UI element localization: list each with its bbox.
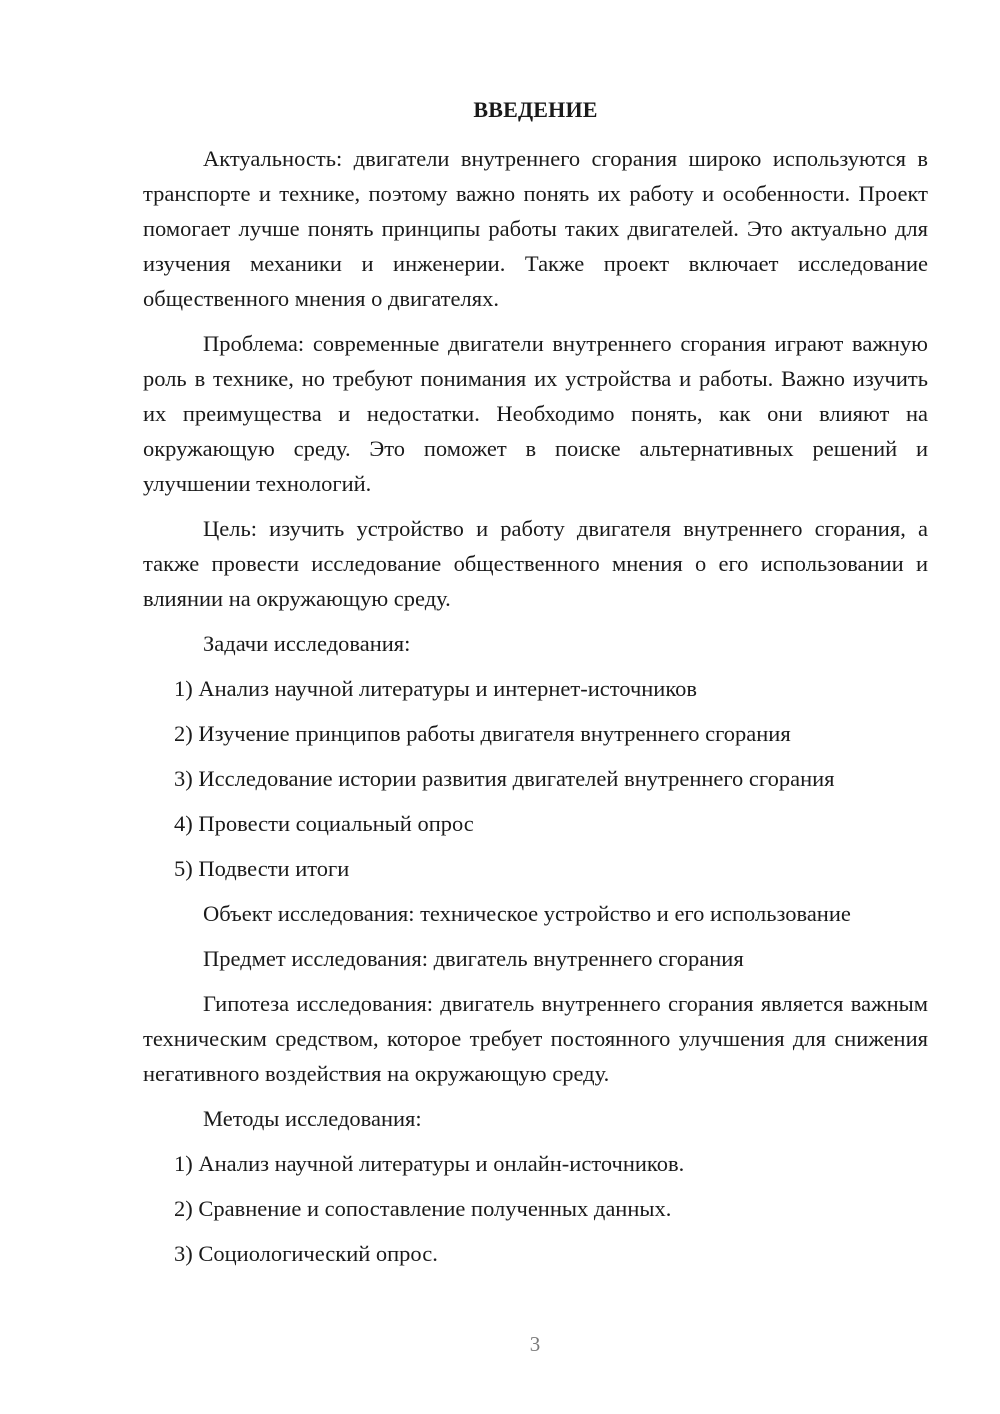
list-item: 2) Изучение принципов работы двигателя внутреннего сгорания bbox=[174, 721, 791, 746]
page-title: ВВЕДЕНИЕ bbox=[473, 97, 598, 122]
problem-paragraph: Проблема: современные двигатели внутреннего сгорания играют важную роль в технике, но требуют понимания их устройства и работы. Важно изучить их преимущества и недостатки. Необходимо понять, как они влияют на окружающую среду. Это поможет в поиске альтернативных решений и улучшении технологий. bbox=[143, 331, 928, 496]
relevance-paragraph: Актуальность: двигатели внутреннего сгорания широко используются в транспорте и технике, поэтому важно понять их работу и особенности. Проект помогает лучше понять принципы работы таких двигателей. Это актуально для изучения механики и инженерии. Также проект включает исследование общественного мнения о двигателях. bbox=[143, 146, 928, 311]
list-item: 3) Социологический опрос. bbox=[174, 1241, 438, 1266]
subject-line: Предмет исследования: двигатель внутреннего сгорания bbox=[203, 946, 744, 971]
list-item: 3) Исследование истории развития двигателей внутреннего сгорания bbox=[174, 766, 835, 791]
tasks-heading: Задачи исследования: bbox=[203, 631, 411, 656]
methods-heading: Методы исследования: bbox=[203, 1106, 422, 1131]
page-number: 3 bbox=[529, 1332, 541, 1356]
list-item: 2) Сравнение и сопоставление полученных данных. bbox=[174, 1196, 672, 1221]
object-line: Объект исследования: техническое устройство и его использование bbox=[203, 901, 851, 926]
tasks-list bbox=[143, 671, 928, 886]
methods-list bbox=[143, 1146, 928, 1271]
hypothesis-paragraph: Гипотеза исследования: двигатель внутреннего сгорания является важным техническим средством, которое требует постоянного улучшения для снижения негативного воздействия на окружающую среду. bbox=[143, 991, 928, 1086]
document-page bbox=[143, 92, 928, 1281]
list-item: 4) Провести социальный опрос bbox=[174, 811, 474, 836]
list-item: 5) Подвести итоги bbox=[174, 856, 350, 881]
list-item: 1) Анализ научной литературы и онлайн-источников. bbox=[174, 1151, 685, 1176]
list-item: 1) Анализ научной литературы и интернет-источников bbox=[174, 676, 698, 701]
goal-paragraph: Цель: изучить устройство и работу двигателя внутреннего сгорания, а также провести исследование общественного мнения о его использовании и влиянии на окружающую среду. bbox=[143, 516, 928, 611]
